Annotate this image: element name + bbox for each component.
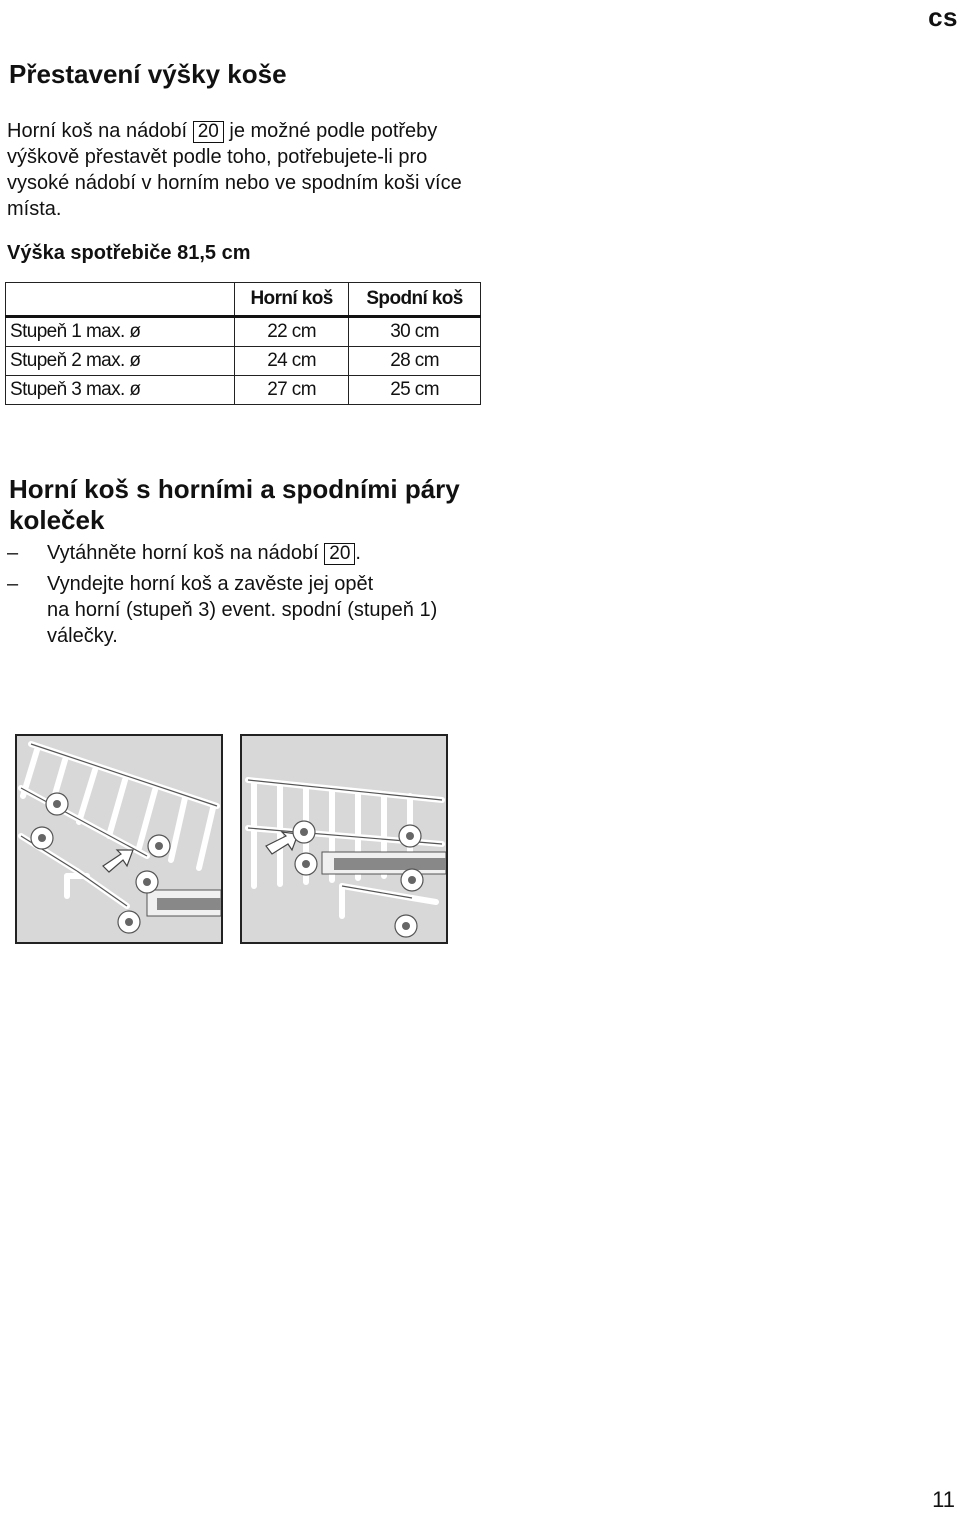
lower-basket-value: 30 cm [349, 317, 481, 347]
reference-number-box: 20 [193, 121, 224, 143]
row-label: Stupeň 2 max. ø [6, 347, 235, 376]
basket-upper-position-illustration [240, 734, 448, 944]
lower-basket-value: 28 cm [349, 347, 481, 376]
row-label: Stupeň 1 max. ø [6, 317, 235, 347]
row-label: Stupeň 3 max. ø [6, 376, 235, 405]
upper-basket-value: 22 cm [235, 317, 349, 347]
step-text-line2: na horní (stupeň 3) event. spodní (stupeň 1) válečky. [47, 599, 438, 647]
basket-lower-position-illustration [15, 734, 223, 944]
step-text-part2: . [355, 542, 361, 564]
list-dash: – [7, 573, 19, 595]
table-header-upper-basket: Horní koš [235, 283, 349, 317]
basket-upper-position-icon [242, 736, 446, 942]
table-header-lower-basket: Spodní koš [349, 283, 481, 317]
instruction-list [7, 540, 467, 654]
list-dash: – [7, 542, 19, 564]
table-header-empty [6, 283, 235, 317]
section-title-height-adjustment: Přestavení výšky koše [9, 59, 287, 89]
lower-basket-value: 25 cm [349, 376, 481, 405]
step-text-line1: Vyndejte horní koš a zavěste jej opět [47, 573, 374, 595]
table-row [6, 347, 481, 376]
list-item [7, 571, 467, 649]
section-title-wheel-pairs: Horní koš s horními a spodními páry koleček [9, 474, 460, 535]
table-row [6, 317, 481, 347]
upper-basket-value: 27 cm [235, 376, 349, 405]
table-row [6, 376, 481, 405]
page-number: 11 [932, 1487, 955, 1512]
basket-lower-position-icon [17, 736, 221, 942]
basket-height-table [5, 282, 481, 405]
list-item [7, 540, 467, 566]
step-text-part1: Vytáhněte horní koš na nádobí [47, 542, 325, 564]
reference-number-box: 20 [324, 543, 355, 565]
language-tag: cs [928, 2, 958, 32]
appliance-height-subheading: Výška spotřebiče 81,5 cm [7, 242, 251, 264]
intro-paragraph [7, 118, 487, 222]
intro-text-part2: je možné podle potřeby výškově přestavět podle toho, potřebujete-li pro vysoké nádobí v horním nebo ve spodním koši více místa. [7, 120, 462, 220]
upper-basket-value: 24 cm [235, 347, 349, 376]
intro-text-part1: Horní koš na nádobí [7, 120, 193, 142]
table-header-row [6, 283, 481, 317]
